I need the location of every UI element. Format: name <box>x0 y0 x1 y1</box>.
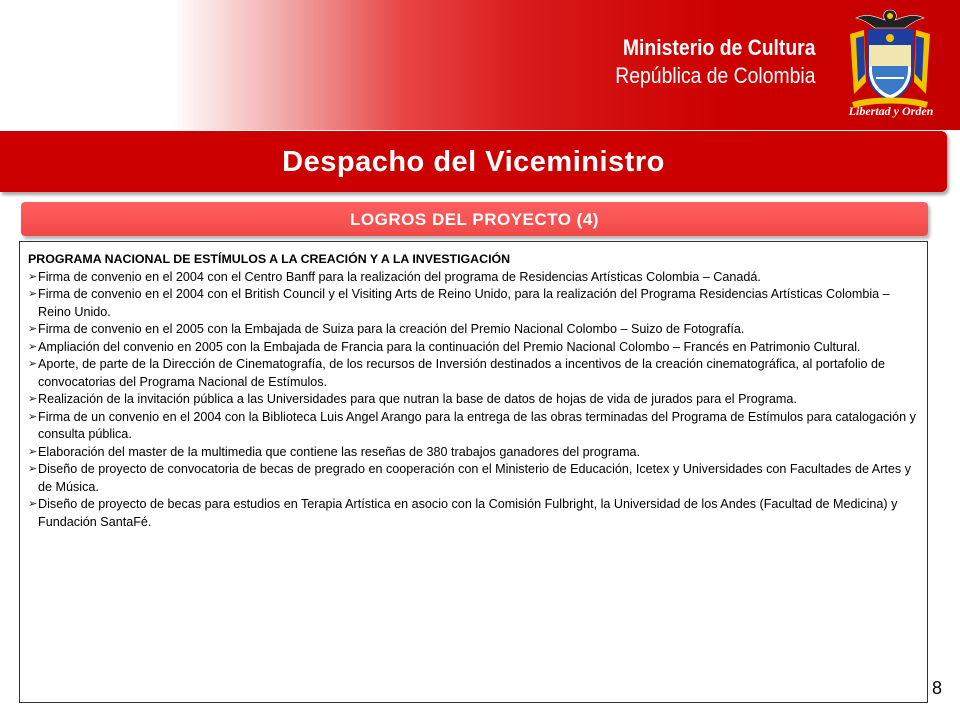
arrow-bullet-icon: ➢ <box>28 498 38 510</box>
arrow-bullet-icon: ➢ <box>28 393 38 405</box>
list-item-text: Realización de la invitación pública a las Universidades para que nutran la base de datos de hojas de vida de jurados para el Programa. <box>38 392 797 406</box>
list-item-text: Firma de convenio en el 2005 con la Embajada de Suiza para la creación del Premio Nacional Colombo – Suizo de Fotografía. <box>38 322 745 336</box>
arrow-bullet-icon: ➢ <box>28 288 38 300</box>
republic-name: República de Colombia <box>614 63 815 88</box>
content-box <box>19 241 928 703</box>
crest-motto: Libertad y Orden <box>848 104 934 118</box>
page-number: 8 <box>932 678 943 698</box>
list-item-text: Ampliación del convenio en 2005 con la Embajada de Francia para la continuación del Premio Nacional Colombo – Francés en Patrimonio Cultural. <box>38 339 861 354</box>
ministry-branding <box>588 34 815 90</box>
list-item <box>28 286 916 321</box>
section-label: LOGROS DEL PROYECTO (4) <box>350 210 599 229</box>
section-bar <box>21 202 928 236</box>
content-body <box>28 251 916 531</box>
list-item <box>28 356 916 391</box>
list-item <box>28 444 916 462</box>
arrow-bullet-icon: ➢ <box>28 270 38 283</box>
list-item-text: Firma de convenio en el 2004 con el British Council y el Visiting Arts de Reino Unido, para la realización del Programa Residencias Artísticas Colombia – Reino Unido. <box>38 287 890 319</box>
arrow-bullet-icon: ➢ <box>28 410 38 423</box>
ministry-name: Ministerio de Cultura <box>622 35 815 60</box>
program-heading: PROGRAMA NACIONAL DE ESTÍMULOS A LA CREACIÓN Y A LA INVESTIGACIÓN <box>28 252 511 266</box>
list-item <box>28 391 916 409</box>
header-banner <box>0 0 960 130</box>
arrow-bullet-icon: ➢ <box>28 340 38 353</box>
list-item-text: Elaboración del master de la multimedia que contiene las reseñas de 380 trabajos ganadores del programa. <box>38 444 641 459</box>
arrow-bullet-icon: ➢ <box>28 323 38 335</box>
list-item-text: Firma de convenio en el 2004 con el Centro Banff para la realización del programa de Residencias Artísticas Colombia – Canadá. <box>38 269 761 284</box>
list-item <box>28 269 916 287</box>
list-item <box>28 409 916 444</box>
list-item-text: Firma de un convenio en el 2004 con la Biblioteca Luis Angel Arango para la entrega de las obras terminadas del Programa de Estímulos para catalogación y consulta pública. <box>38 409 916 441</box>
list-item-text: Diseño de proyecto de convocatoria de becas de pregrado en cooperación con el Ministerio de Educación, Icetex y Universidades con Facultades de Artes y de Música. <box>38 462 911 494</box>
arrow-bullet-icon: ➢ <box>28 358 38 370</box>
page-title: Despacho del Viceministro <box>282 146 665 178</box>
arrow-bullet-icon: ➢ <box>28 463 38 475</box>
list-item-text: Diseño de proyecto de becas para estudios en Terapia Artística en asocio con la Comisión Fulbright, la Universidad de los Andes (Facultad de Medicina) y Fundación SantaFé. <box>38 497 898 529</box>
list-item <box>28 339 916 357</box>
list-item-text: Aporte, de parte de la Dirección de Cinematografía, de los recursos de Inversión destinados a incentivos de la creación cinematográfica, al portafolio de convocatorias del Programa Nacional de Estímulos. <box>38 357 886 389</box>
title-bar <box>0 131 947 192</box>
list-item <box>28 461 916 496</box>
list-item <box>28 321 916 339</box>
list-item <box>28 496 916 531</box>
arrow-bullet-icon: ➢ <box>28 445 38 458</box>
